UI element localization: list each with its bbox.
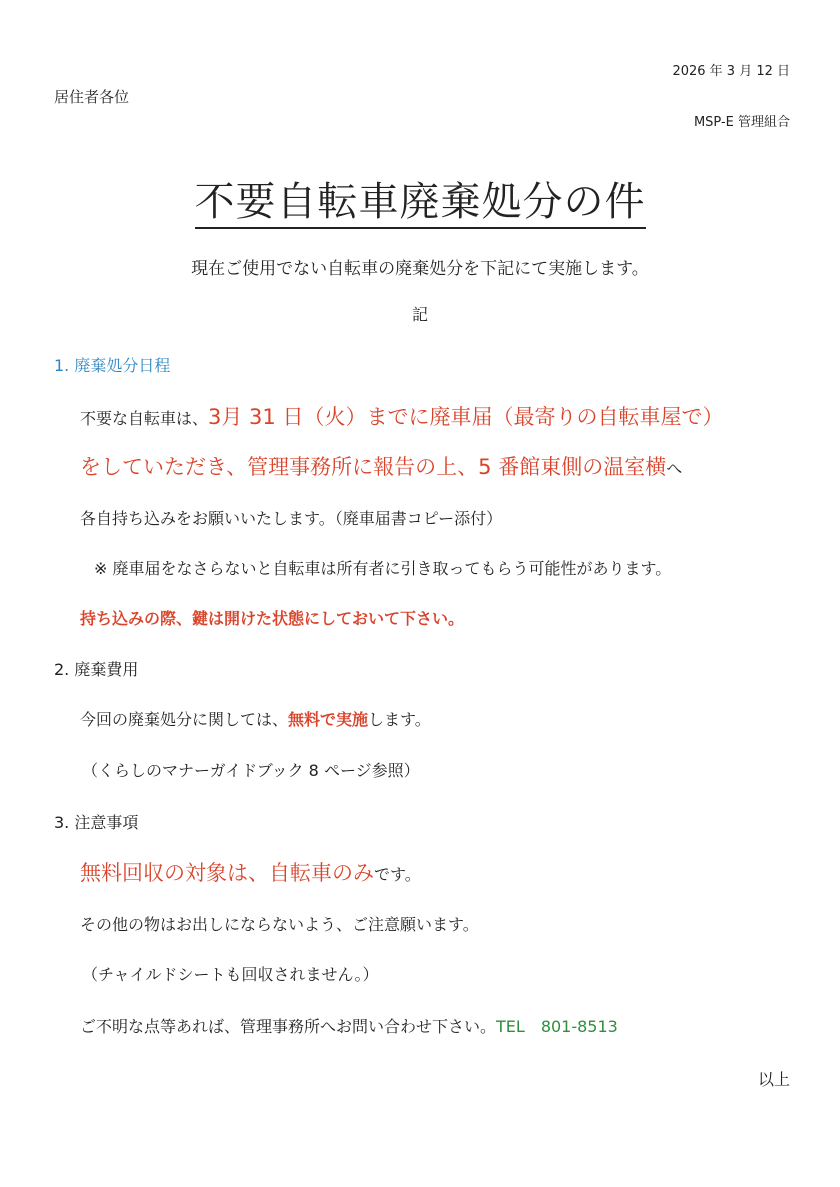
section2-line1-c: します。: [368, 710, 431, 729]
organization-name: MSP-E 管理組合: [693, 115, 790, 130]
section3-line3: （チャイルドシートも回収されません。）: [82, 965, 379, 984]
document-date: 2026 年 3 月 12 日: [672, 64, 790, 79]
ki-marker: 記: [411, 305, 428, 324]
section3-line1-a: 無料回収の対象は、自転車のみ: [80, 861, 374, 885]
section2-heading: 2. 廃棄費用: [54, 660, 139, 679]
section1-line2: [80, 451, 682, 481]
section1-warning: 持ち込みの際、鍵は開けた状態にしておいて下さい。: [80, 609, 465, 628]
contact-text: ご不明な点等あれば、管理事務所へお問い合わせ下さい。: [80, 1017, 497, 1036]
section1-note: ※ 廃車届をなさらないと自転車は所有者に引き取ってもらう可能性があります。: [94, 559, 672, 578]
closing-mark: 以上: [757, 1070, 790, 1089]
section1-line1-a: 不要な自転車は、: [80, 409, 209, 428]
document-title-block: [0, 170, 840, 227]
section1-line3: 各自持ち込みをお願いいたします。（廃車届書コピー添付）: [80, 509, 503, 528]
section1-line1: [80, 401, 723, 431]
section1-line1-b: 3月 31 日（火）までに廃車届（最寄りの自転車屋で）: [208, 405, 724, 429]
section3-line1: [80, 857, 421, 887]
section3-line1-b: です。: [374, 865, 421, 884]
document-title: 不要自転車廃棄処分の件: [195, 179, 646, 229]
section2-line1-b: 無料で実施: [288, 710, 369, 729]
intro-text: 現在ご使用でない自転車の廃棄処分を下記にて実施します。: [191, 259, 649, 279]
section2-line1-a: 今回の廃棄処分に関しては、: [80, 710, 289, 729]
section1-heading: 1. 廃棄処分日程: [54, 356, 171, 375]
section2-line2: （くらしのマナーガイドブック 8 ページ参照）: [82, 761, 420, 780]
section2-line1: [80, 707, 431, 730]
section3-heading: 3. 注意事項: [54, 813, 139, 832]
section1-line2-b: へ: [666, 459, 683, 478]
recipient: 居住者各位: [54, 88, 130, 106]
section1-line2-a: をしていただき、管理事務所に報告の上、5 番館東側の温室横: [80, 455, 667, 479]
section3-line2: その他の物はお出しにならないよう、ご注意願います。: [80, 915, 479, 934]
contact-phone: TEL 801-8513: [496, 1017, 618, 1036]
contact-line: [80, 1014, 618, 1037]
